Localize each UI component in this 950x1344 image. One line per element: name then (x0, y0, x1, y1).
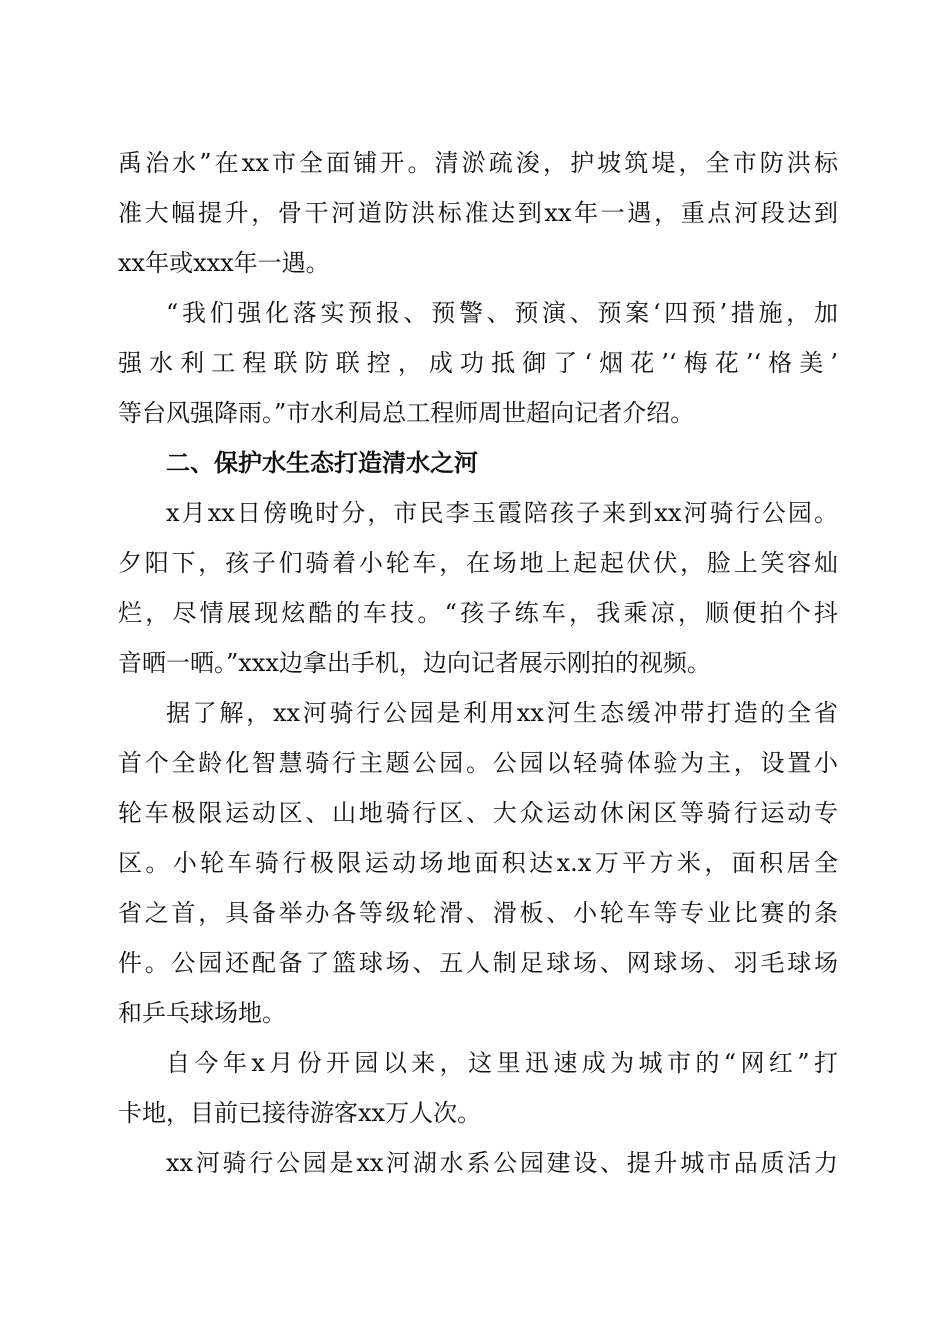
paragraph-line: 据了解，xx河骑行公园是利用xx河生态缓冲带打造的全省 (166, 699, 838, 727)
section-heading: 二、保护水生态打造清水之河 (166, 449, 478, 477)
paragraph-line: 烂，尽情展现炫酷的车技。“孩子练车，我乘凉，顺便拍个抖 (118, 599, 838, 627)
paragraph-line: 区。小轮车骑行极限运动场地面积达x.x万平方米，面积居全 (118, 849, 838, 877)
paragraph-line: 首个全龄化智慧骑行主题公园。公园以轻骑体验为主，设置小 (118, 749, 838, 777)
paragraph-line: xx河骑行公园是xx河湖水系公园建设、提升城市品质活力 (166, 1149, 838, 1177)
paragraph-line: 和乒乓球场地。 (118, 999, 286, 1027)
paragraph-line: 准大幅提升，骨干河道防洪标准达到xx年一遇，重点河段达到 (118, 199, 838, 227)
paragraph-line: 音晒一晒。”xxx边拿出手机，边向记者展示刚拍的视频。 (118, 649, 711, 677)
paragraph-line: 强水利工程联防联控，成功抵御了‘烟花’‘梅花’‘格美’ (118, 349, 838, 377)
paragraph-line: 件。公园还配备了篮球场、五人制足球场、网球场、羽毛球场 (118, 949, 838, 977)
paragraph-line: x月xx日傍晚时分，市民李玉霞陪孩子来到xx河骑行公园。 (166, 499, 838, 527)
paragraph-line: “我们强化落实预报、预警、预演、预案‘四预’措施，加 (166, 299, 838, 327)
paragraph-line: 省之首，具备举办各等级轮滑、滑板、小轮车等专业比赛的条 (118, 899, 838, 927)
paragraph-line: 等台风强降雨。”市水利局总工程师周世超向记者介绍。 (118, 399, 695, 427)
paragraph-line: 禹治水”在xx市全面铺开。清淤疏浚，护坡筑堤，全市防洪标 (118, 149, 838, 177)
paragraph-line: xx年或xxx年一遇。 (118, 249, 330, 277)
paragraph-line: 自今年x月份开园以来，这里迅速成为城市的“网红”打 (166, 1049, 838, 1077)
paragraph-line: 夕阳下，孩子们骑着小轮车，在场地上起起伏伏，脸上笑容灿 (118, 549, 838, 577)
paragraph-line: 卡地，目前已接待游客xx万人次。 (118, 1099, 482, 1127)
paragraph-line: 轮车极限运动区、山地骑行区、大众运动休闲区等骑行运动专 (118, 799, 838, 827)
